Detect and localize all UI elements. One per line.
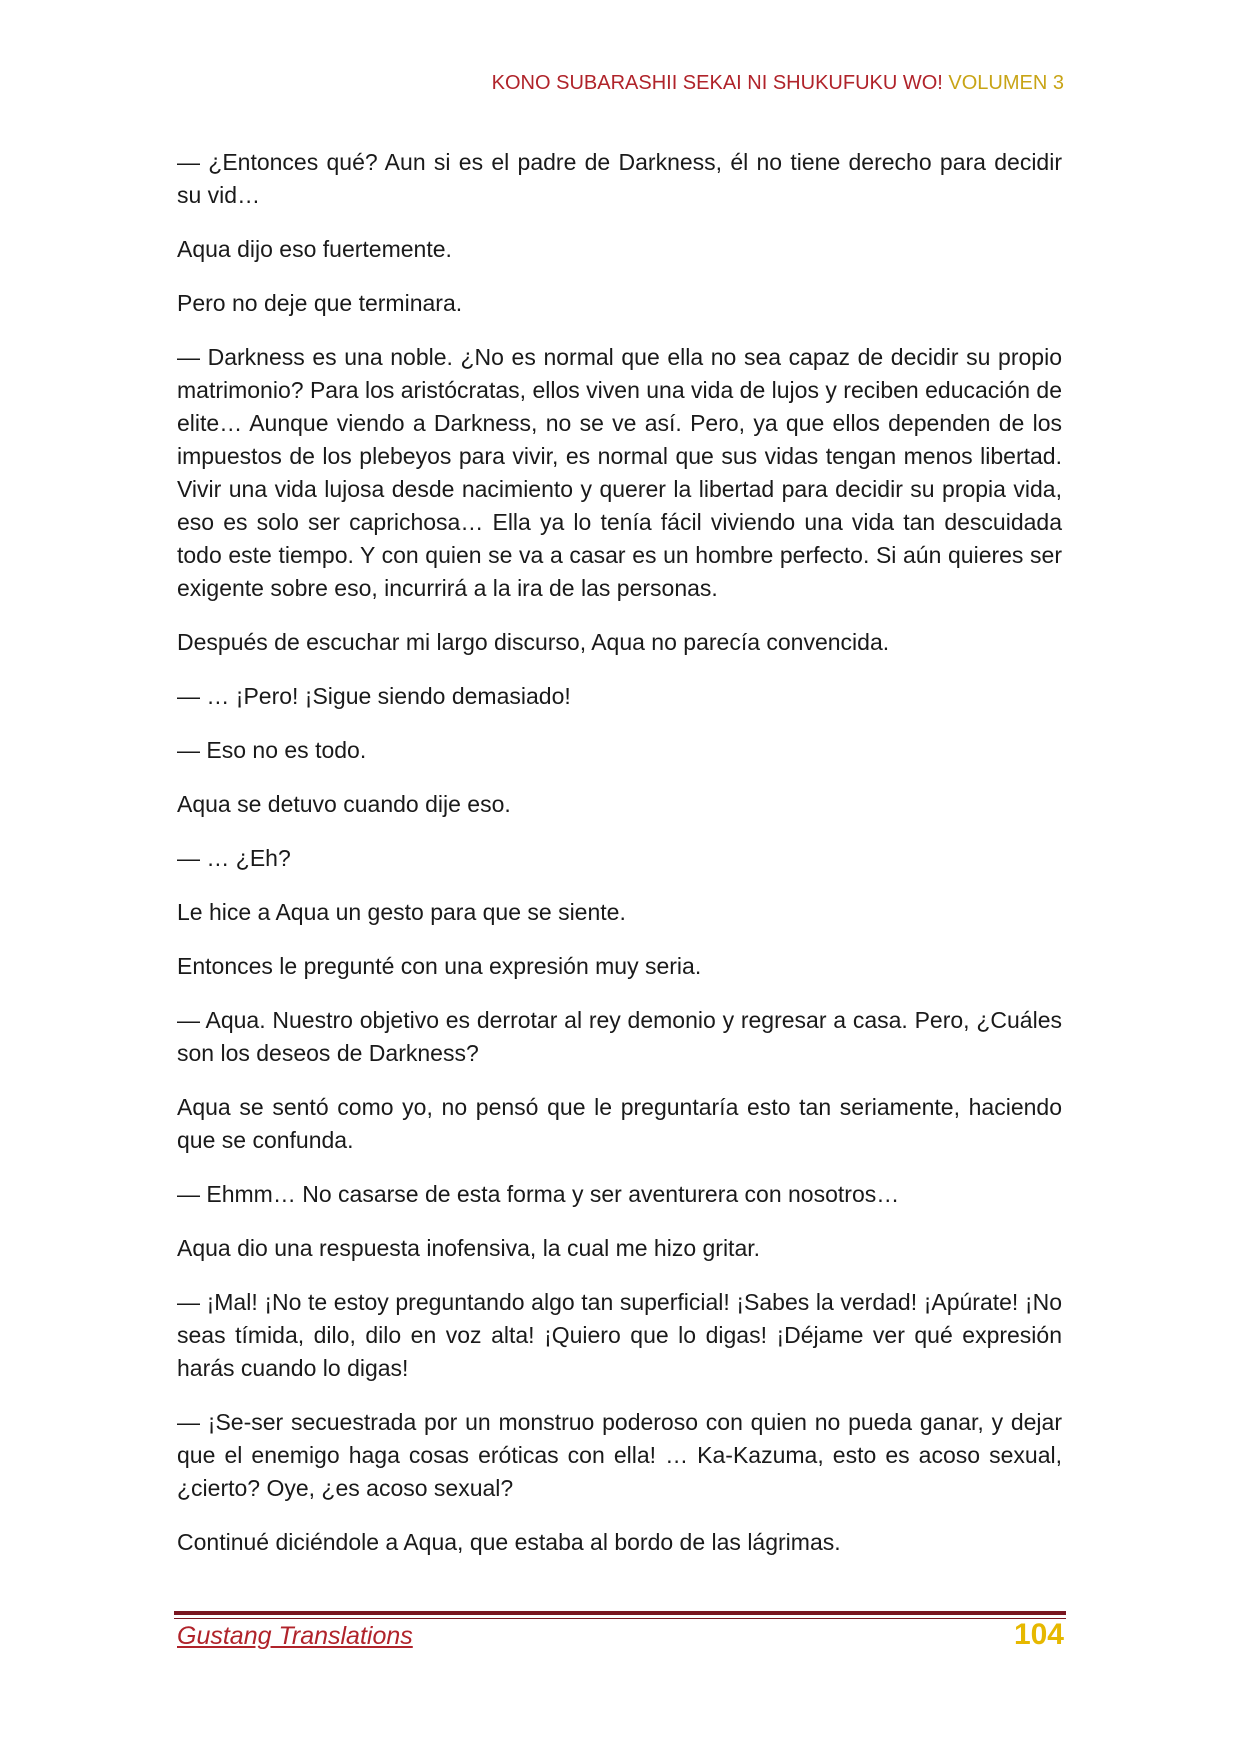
page-number: 104 [1013,1618,1064,1651]
paragraph: Aqua se detuvo cuando dije eso. [177,791,511,817]
footer-divider-thin [174,1618,1066,1619]
paragraph: Continué diciéndole a Aqua, que estaba al bordo de las lágrimas. [177,1529,841,1555]
running-header-series: KONO SUBARASHII SEKAI NI SHUKUFUKU WO! [491,72,943,94]
paragraph: Después de escuchar mi largo discurso, Aqua no parecía convencida. [177,629,890,655]
paragraph: — Eso no es todo. [177,737,367,763]
paragraph: — Darkness es una noble. ¿No es normal que ella no sea capaz de decidir su propio matrimonio? Para los aristócratas, ellos viven una vida de lujos y reciben educación de elite… Aunque viendo a Darkness, no se ve así. Pero, ya que ellos dependen de los impuestos de los plebeyos para vivir, es normal que sus vidas tengan menos libertad. Vivir una vida lujosa desde nacimiento y querer la libertad para decidir su propia vida, eso es solo ser caprichosa… Ella ya lo tenía fácil viviendo una vida tan descuidada todo este tiempo. Y con quien se va a casar es un hombre perfecto. Si aún quieres ser exigente sobre eso, incurrirá a la ira de las personas. [177,344,1062,601]
paragraph: — Ehmm… No casarse de esta forma y ser aventurera con nosotros… [177,1181,900,1207]
paragraph: — ¡Se-ser secuestrada por un monstruo poderoso con quien no pueda ganar, y dejar que el enemigo haga cosas eróticas con ella! … Ka-Kazuma, esto es acoso sexual, ¿cierto? Oye, ¿es acoso sexual? [177,1409,1062,1501]
paragraph: Aqua dio una respuesta inofensiva, la cual me hizo gritar. [177,1235,761,1261]
paragraph: Entonces le pregunté con una expresión muy seria. [177,953,702,979]
paragraph: — ¡Mal! ¡No te estoy preguntando algo tan superficial! ¡Sabes la verdad! ¡Apúrate! ¡No seas tímida, dilo, dilo en voz alta! ¡Quiero que lo digas! ¡Déjame ver qué expresión harás cuando lo digas! [177,1289,1062,1381]
footer-credit: Gustang Translations [177,1622,413,1650]
paragraph: — … ¿Eh? [177,845,291,871]
paragraph: Aqua se sentó como yo, no pensó que le preguntaría esto tan seriamente, haciendo que se confunda. [177,1094,1062,1153]
paragraph: Pero no deje que terminara. [177,290,463,316]
running-header [176,72,1064,95]
paragraph: Le hice a Aqua un gesto para que se siente. [177,899,626,925]
paragraph: Aqua dijo eso fuertemente. [177,236,452,262]
paragraph: — ¿Entonces qué? Aun si es el padre de Darkness, él no tiene derecho para decidir su vid… [177,149,1062,208]
paragraph: — Aqua. Nuestro objetivo es derrotar al rey demonio y regresar a casa. Pero, ¿Cuáles son los deseos de Darkness? [177,1007,1062,1066]
footer-divider-thick [174,1611,1066,1615]
running-header-volume: VOLUMEN 3 [942,72,1064,94]
paragraph: — … ¡Pero! ¡Sigue siendo demasiado! [177,683,571,709]
body-text [177,146,1062,1580]
